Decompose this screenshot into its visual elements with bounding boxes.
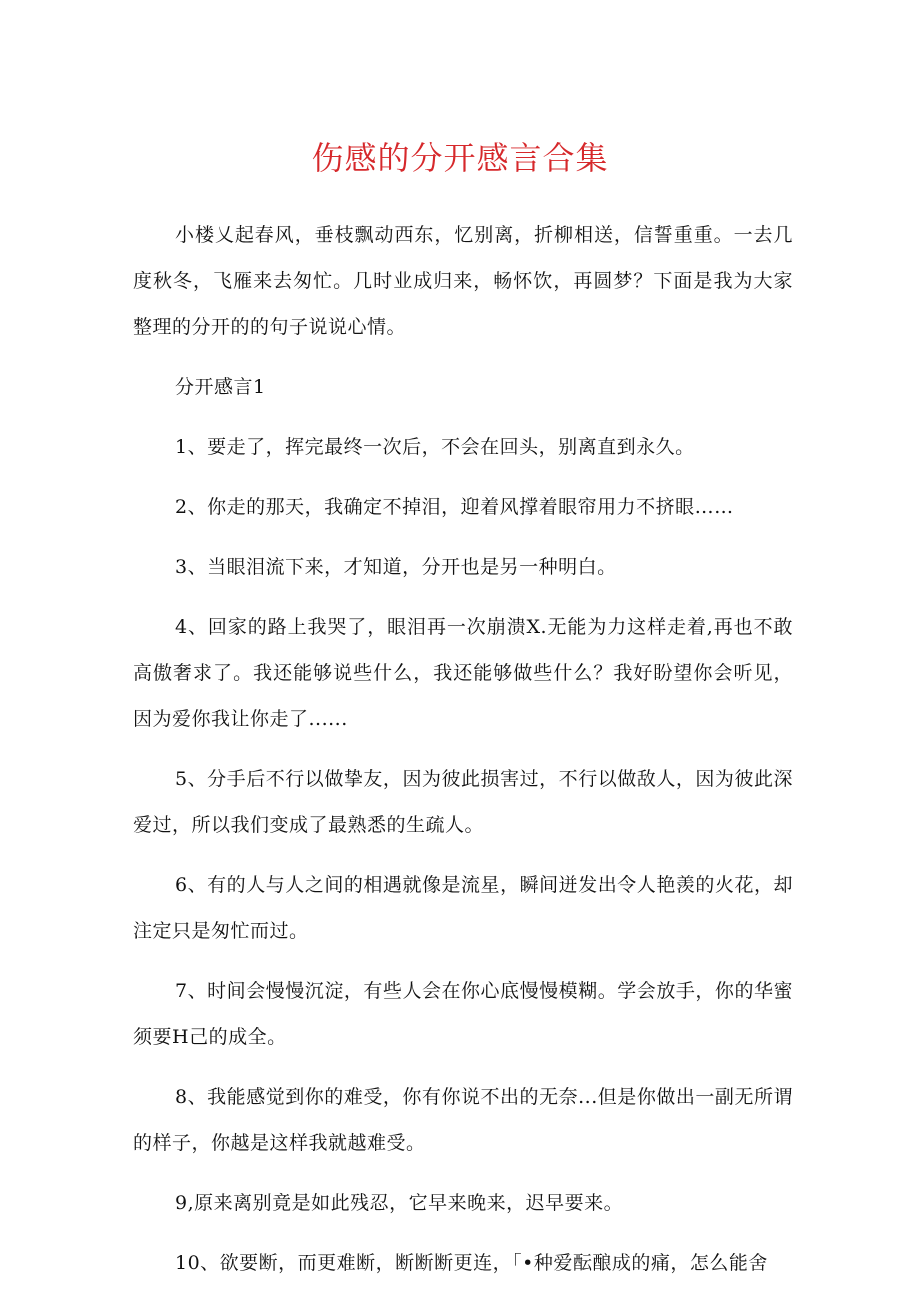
- section-label: 分开感言1: [175, 376, 266, 398]
- document-body: [133, 212, 793, 1300]
- intro-paragraph: 小楼乂起春风，垂枝飘动西东，忆别离，折柳相送，信誓重重。一去几度秋冬，飞雁来去匆忙。几时业成归来，畅怀饮，再圆梦？下面是我为大家整理的分开的的句子说说心情。: [133, 224, 793, 338]
- list-item: 9,原来离别竟是如此残忍，它早来晚来，迟早要来。: [175, 1192, 624, 1214]
- document-title: 伤感的分开感言合集: [311, 139, 609, 177]
- list-item: 6、有的人与人之间的相遇就像是流星，瞬间迸发出令人艳羡的火花，却注定只是匆忙而过。: [133, 874, 793, 942]
- list-item: 1、要走了，挥完最终一次后，不会在回头，别离直到永久。: [175, 436, 695, 458]
- list-item: 5、分手后不行以做挚友，因为彼此损害过，不行以做敌人，因为彼此深爱过，所以我们变成了最熟悉的生疏人。: [133, 768, 793, 836]
- list-item: 10、欲要断，而更难断，断断断更连，「•种爱酝酿成的痛，怎么能舍: [175, 1252, 768, 1274]
- list-item: 3、当眼泪流下来，才知道，分开也是另一种明白。: [175, 556, 617, 578]
- list-item: 4、回家的路上我哭了，眼泪再一次崩溃X.无能为力这样走着,再也不敢高傲奢求了。我还能够说些什么，我还能够做些什么？我好盼望你会听见，因为爱你我让你走了......: [133, 616, 793, 730]
- list-item: 8、我能感觉到你的难受，你有你说不出的无奈...但是你做出一副无所谓的样子，你越是这样我就越难受。: [133, 1086, 793, 1154]
- list-item: 7、时间会慢慢沉淀，有些人会在你心底慢慢模糊。学会放手，你的华蜜须要H己的成全。: [133, 980, 793, 1048]
- list-item: 2、你走的那天，我确定不掉泪，迎着风撑着眼帘用力不挤眼……: [175, 496, 734, 518]
